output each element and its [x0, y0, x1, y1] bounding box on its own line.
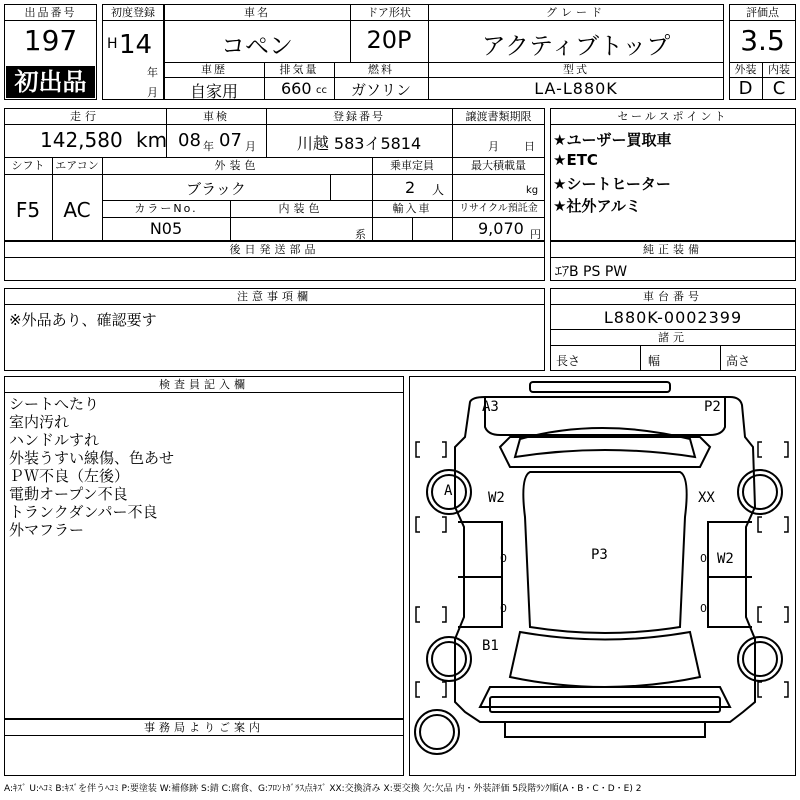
- car-name: コペン: [221, 32, 293, 60]
- equipment-label: 純正装備: [643, 243, 703, 256]
- grade-label: グレード: [546, 6, 606, 19]
- mileage: 142,580: [40, 128, 123, 152]
- damage-mark: P2: [704, 399, 721, 415]
- height-label: 高さ: [726, 354, 751, 368]
- registration-number: 川越 583イ5814: [296, 134, 422, 153]
- later-parts-label: 後日発送部品: [229, 243, 320, 256]
- ac-label: エアコン: [55, 159, 99, 172]
- color: ブラック: [186, 180, 246, 198]
- score-label: 評価点: [746, 6, 779, 19]
- recycle-label: リサイクル預託金: [459, 203, 538, 214]
- damage-mark: A3: [482, 399, 499, 415]
- transfer-day-unit: 日: [524, 140, 535, 153]
- fuel: ガソリン: [350, 81, 411, 99]
- model: LA-L880K: [534, 79, 618, 98]
- inspector-note: ＰＷ不良（左後）: [9, 467, 130, 485]
- caution-text: ※外品あり、確認要す: [9, 311, 157, 329]
- era: H: [107, 36, 118, 52]
- sales-point: ★ETC: [553, 151, 598, 169]
- lot-label: 出品番号: [24, 6, 77, 19]
- zero-mark: 0: [700, 602, 707, 615]
- recycle-unit: 円: [530, 228, 541, 241]
- inspector-note: 電動オープン不良: [9, 485, 128, 503]
- zero-mark: 0: [700, 552, 707, 565]
- history: 自家用: [189, 82, 238, 101]
- shift: F5: [15, 198, 41, 222]
- colorno-label: カラーNo.: [134, 202, 198, 215]
- sales-point: ★社外アルミ: [553, 197, 641, 215]
- mileage-unit: km: [136, 128, 168, 152]
- damage-mark: W2: [488, 490, 505, 506]
- inspection-year-unit: 年: [203, 140, 214, 153]
- year-unit: 年: [147, 66, 158, 79]
- inspector-note: 外装うすい線傷、色あせ: [9, 449, 175, 467]
- month-unit: 月: [147, 86, 158, 99]
- color-number: N05: [149, 219, 183, 238]
- door-label: ドア形状: [367, 6, 411, 19]
- recycle-amount: 9,070: [478, 219, 524, 238]
- zero-mark: 0: [500, 552, 507, 565]
- damage-mark: P3: [591, 547, 608, 563]
- interior-label: 内装: [768, 63, 790, 76]
- car-name-label: 車名: [244, 6, 270, 19]
- interior-grade: C: [772, 78, 786, 99]
- ac: AC: [63, 198, 91, 222]
- inspector-note: シートへたり: [9, 395, 100, 413]
- fuel-label: 燃料: [368, 63, 394, 76]
- seats: 2: [405, 178, 416, 197]
- office-label: 事務局よりご案内: [144, 721, 264, 734]
- inspection-month: 07: [219, 130, 242, 151]
- sales-label: セールスポイント: [617, 110, 729, 123]
- reg-label: 初度登録: [111, 6, 155, 19]
- lot-number: 197: [23, 24, 78, 57]
- inspector-note: トランクダンパー不良: [9, 503, 158, 521]
- dims-label: 諸元: [658, 331, 688, 344]
- damage-mark: XX: [698, 490, 715, 506]
- inspection-month-unit: 月: [245, 140, 256, 153]
- load-label: 最大積載量: [471, 159, 526, 172]
- color-label: 外装色: [214, 159, 260, 172]
- width-label: 幅: [648, 354, 661, 368]
- inspection-label: 車検: [203, 110, 229, 123]
- exterior-grade: D: [738, 78, 753, 99]
- door-type: 20P: [366, 26, 412, 54]
- transfer-label: 譲渡書類期限: [465, 110, 532, 123]
- score: 3.5: [740, 24, 785, 57]
- grade: アクティブトップ: [481, 32, 671, 60]
- regno-label: 登録番号: [333, 110, 385, 123]
- transfer-month-unit: 月: [488, 140, 499, 153]
- mileage-label: 走行: [70, 110, 100, 123]
- intcolor-label: 内装色: [278, 202, 324, 215]
- seats-label: 乗車定員: [390, 159, 434, 172]
- first-listing-badge: 初出品: [6, 66, 95, 98]
- intcolor-unit: 系: [355, 228, 366, 241]
- inspection-year: 08: [178, 130, 201, 151]
- reg-year: 14: [119, 30, 153, 60]
- inspector-note: 外マフラー: [9, 521, 85, 539]
- seats-unit: 人: [432, 183, 445, 197]
- import-label: 輸入車: [392, 202, 432, 215]
- displacement: 660: [281, 79, 312, 98]
- equipment: ｴｱB PS PW: [555, 264, 628, 280]
- exterior-label: 外装: [734, 63, 757, 76]
- chassis-label: 車台番号: [643, 290, 703, 303]
- damage-mark: A: [444, 483, 453, 499]
- shift-label: シフト: [11, 159, 45, 172]
- inspector-note: 室内汚れ: [9, 413, 70, 431]
- zero-mark: 0: [500, 602, 507, 615]
- inspector-notes: [9, 395, 174, 539]
- inspector-label: 検査員記入欄: [159, 378, 249, 391]
- history-label: 車歴: [201, 63, 227, 76]
- displacement-unit: cc: [316, 85, 327, 96]
- caution-label: 注意事項欄: [237, 290, 312, 303]
- damage-mark: B1: [482, 638, 499, 654]
- car-diagram: [410, 377, 795, 775]
- sales-point: ★ユーザー買取車: [553, 131, 672, 149]
- model-label: 型式: [563, 63, 589, 76]
- sales-point: ★シートヒーター: [553, 175, 671, 193]
- legend: A:ｷｽﾞ U:ﾍｺﾐ B:ｷｽﾞを伴うﾍｺﾐ P:要塗装 W:補修跡 S:錆 C:腐食、G:ﾌﾛﾝﾄｶﾞﾗｽ点ｷｽﾞ XX:交換済み X:要交換 欠:欠品 内・外装評価 5段階ﾗﾝｸ順(A・B・C・D・E) 2: [4, 784, 642, 794]
- chassis-number: L880K-0002399: [603, 308, 743, 327]
- damage-mark: W2: [717, 551, 734, 567]
- inspector-note: ハンドルすれ: [9, 431, 100, 449]
- load-unit: kg: [526, 185, 539, 196]
- length-label: 長さ: [556, 354, 581, 368]
- displacement-label: 排気量: [279, 63, 319, 76]
